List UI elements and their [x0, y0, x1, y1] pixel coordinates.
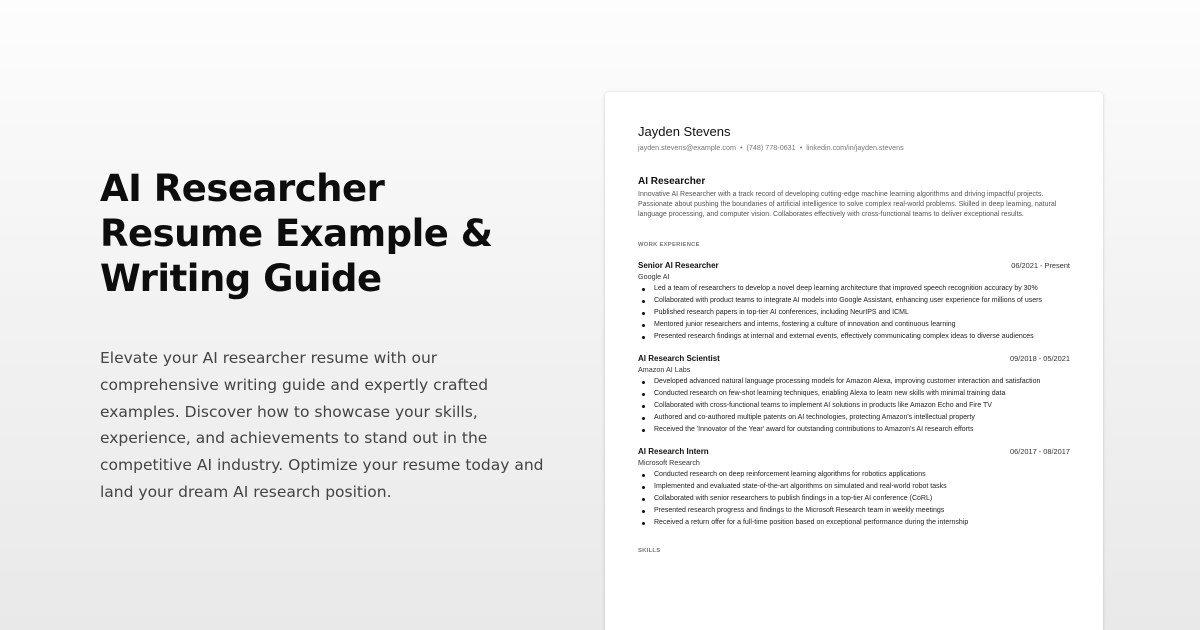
work-experience-heading: WORK EXPERIENCE	[638, 241, 700, 248]
job-company: Amazon AI Labs	[638, 364, 691, 374]
job-bullet: Presented research progress and findings to the Microsoft Research team in weekly meetings	[638, 505, 1048, 517]
job-dates: 06/2017 - 08/2017	[1010, 446, 1070, 456]
resume-summary: Innovative AI Researcher with a track record of developing cutting-edge machine learning algorithms and driving impactful projects. Passionate about pushing the boundaries of artificial intelligence to solve complex real-world problems. Skilled in deep learning, natural language processing, and computer vision. Collaborates effectively with cross-functional teams to deliver exceptional results.	[638, 191, 1057, 219]
resume-email: jayden.stevens@example.com	[638, 143, 736, 152]
job-bullet: Received the 'Innovator of the Year' award for outstanding contributions to Amazon's AI research efforts	[638, 424, 1048, 436]
job-bullet: Presented research findings at internal and external events, effectively communicating complex ideas to diverse audiences	[638, 331, 1048, 343]
job-role: AI Research Intern	[638, 446, 709, 456]
job-bullet: Authored and co-authored multiple patents on AI technologies, protecting Amazon's intellectual property	[638, 412, 1048, 424]
job-bullet: Conducted research on deep reinforcement learning algorithms for robotics applications	[638, 469, 1048, 481]
job-bullets	[638, 283, 1070, 344]
job-company: Microsoft Research	[638, 457, 700, 467]
resume-phone: (748) 778-0631	[746, 143, 796, 152]
job-bullet: Received a return offer for a full-time position based on exceptional performance during the internship	[638, 517, 1048, 529]
resume-preview	[605, 92, 1103, 630]
job-entry	[638, 354, 1070, 437]
job-bullet: Collaborated with cross-functional teams to implement AI solutions in products like Amazon Echo and Fire TV	[638, 400, 1048, 412]
job-bullets	[638, 376, 1070, 437]
job-role: Senior AI Researcher	[638, 260, 719, 270]
job-dates: 09/2018 - 05/2021	[1010, 353, 1070, 363]
resume-linkedin: linkedin.com/in/jayden.stevens	[806, 143, 904, 152]
job-entry	[638, 261, 1070, 344]
job-bullet: Developed advanced natural language processing models for Amazon Alexa, improving customer interaction and satisfaction	[638, 376, 1048, 388]
resume-title: AI Researcher	[638, 176, 706, 187]
job-bullet: Collaborated with senior researchers to publish findings in a top-tier AI conference (CoRL)	[638, 493, 1048, 505]
job-bullet: Published research papers in top-tier AI conferences, including NeurIPS and ICML	[638, 307, 1048, 319]
title-line-1: AI Researcher	[100, 167, 385, 210]
resume-name: Jayden Stevens	[638, 124, 731, 139]
job-bullet: Collaborated with product teams to integrate AI models into Google Assistant, enhancing user experience for millions of users	[638, 295, 1048, 307]
job-role: AI Research Scientist	[638, 353, 720, 363]
title-line-2: Resume Example &	[100, 212, 493, 255]
page-description: Elevate your AI researcher resume with our comprehensive writing guide and expertly crafted examples. Discover how to showcase your skills, experience, and achievements to stand out in the competitive AI industry. Optimize your resume today and land your dream AI research position.	[100, 349, 544, 501]
job-company: Google AI	[638, 271, 670, 281]
title-line-3: Writing Guide	[100, 257, 382, 300]
resume-contact: jayden.stevens@example.com • (748) 778-0631 • linkedin.com/in/jayden.stevens	[638, 143, 904, 152]
job-bullet: Led a team of researchers to develop a novel deep learning architecture that improved speech recognition accuracy by 30%	[638, 283, 1048, 295]
page-title	[100, 166, 550, 301]
job-bullet: Implemented and evaluated state-of-the-art algorithms on simulated and real-world robot tasks	[638, 481, 1048, 493]
job-bullets	[638, 469, 1070, 530]
hero-section	[100, 166, 550, 506]
job-bullet: Mentored junior researchers and interns, fostering a culture of innovation and continuous learning	[638, 319, 1048, 331]
job-dates: 06/2021 - Present	[1011, 260, 1070, 270]
job-bullet: Conducted research on few-shot learning techniques, enabling Alexa to learn new skills with minimal training data	[638, 388, 1048, 400]
skills-heading: SKILLS	[638, 547, 661, 554]
job-entry	[638, 447, 1070, 530]
